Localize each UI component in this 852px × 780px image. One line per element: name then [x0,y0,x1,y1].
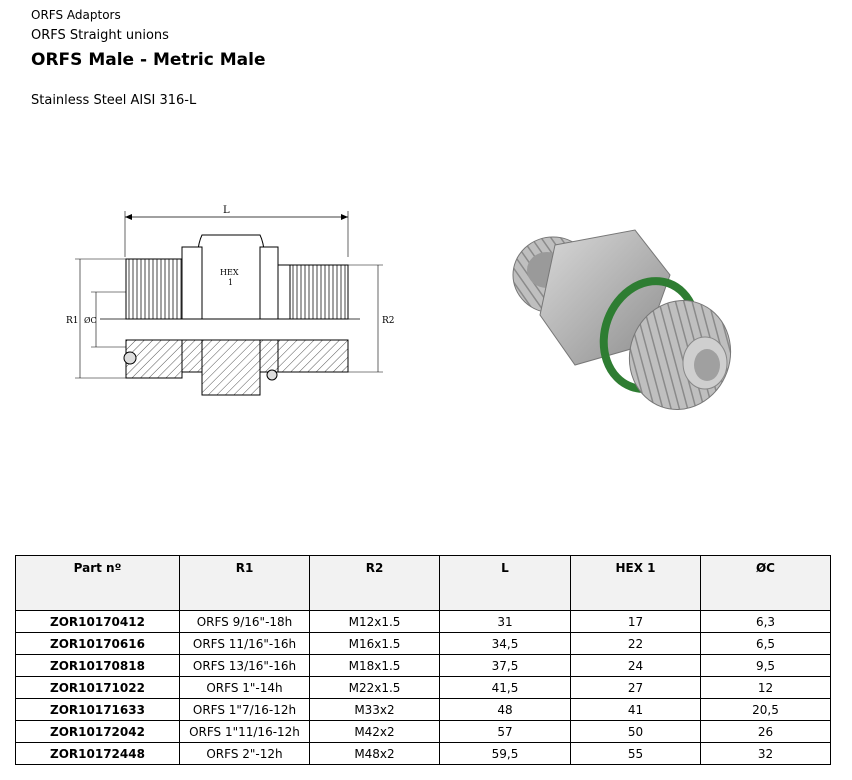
hex-number-label: 1 [228,278,234,287]
cell-l: 59,5 [440,743,571,765]
header-r2: R2 [310,556,440,611]
header-diameter: ØC [701,556,831,611]
cell-part-no: ZOR10170412 [16,611,180,633]
length-label: L [223,205,230,216]
cell-diameter: 12 [701,677,831,699]
cell-part-no: ZOR10171633 [16,699,180,721]
cell-r1: ORFS 1"-14h [180,677,310,699]
technical-drawing [60,195,420,415]
cell-part-no: ZOR10172042 [16,721,180,743]
fitting-3d-render [495,215,745,425]
cell-r1: ORFS 9/16"-18h [180,611,310,633]
cell-diameter: 9,5 [701,655,831,677]
table-row [16,721,831,743]
header-part-no: Part nº [16,556,180,611]
cell-diameter: 26 [701,721,831,743]
cell-l: 48 [440,699,571,721]
cell-r2: M33x2 [310,699,440,721]
cell-l: 34,5 [440,633,571,655]
table-row [16,633,831,655]
cell-r2: M12x1.5 [310,611,440,633]
cell-hex1: 41 [571,699,701,721]
diameter-label: ØC [84,316,97,325]
table-row [16,743,831,765]
header-l: L [440,556,571,611]
cell-r1: ORFS 2"-12h [180,743,310,765]
table-row [16,677,831,699]
r2-label: R2 [382,316,395,326]
breadcrumb-category: ORFS Adaptors [31,8,121,22]
cell-r2: M42x2 [310,721,440,743]
table-row [16,699,831,721]
cell-diameter: 32 [701,743,831,765]
table-header-row [16,556,831,611]
cell-diameter: 6,5 [701,633,831,655]
cell-r2: M48x2 [310,743,440,765]
cell-hex1: 50 [571,721,701,743]
breadcrumb-subcategory: ORFS Straight unions [31,28,169,43]
cell-hex1: 17 [571,611,701,633]
cell-diameter: 20,5 [701,699,831,721]
cell-part-no: ZOR10170616 [16,633,180,655]
cell-l: 31 [440,611,571,633]
cell-l: 41,5 [440,677,571,699]
cell-hex1: 22 [571,633,701,655]
table-row [16,655,831,677]
cell-hex1: 24 [571,655,701,677]
header-hex1: HEX 1 [571,556,701,611]
page-title: ORFS Male - Metric Male [31,50,266,70]
cell-l: 57 [440,721,571,743]
header-r1: R1 [180,556,310,611]
table-row [16,611,831,633]
cell-l: 37,5 [440,655,571,677]
cell-part-no: ZOR10171022 [16,677,180,699]
r1-label: R1 [66,316,79,326]
cell-r2: M18x1.5 [310,655,440,677]
cell-hex1: 55 [571,743,701,765]
material-text: Stainless Steel AISI 316-L [31,93,197,108]
cell-r1: ORFS 13/16"-16h [180,655,310,677]
cell-diameter: 6,3 [701,611,831,633]
cell-r2: M22x1.5 [310,677,440,699]
cell-hex1: 27 [571,677,701,699]
cell-r2: M16x1.5 [310,633,440,655]
cell-r1: ORFS 11/16"-16h [180,633,310,655]
cell-r1: ORFS 1"11/16-12h [180,721,310,743]
cell-part-no: ZOR10170818 [16,655,180,677]
cell-r1: ORFS 1"7/16-12h [180,699,310,721]
parts-table [15,555,831,765]
cell-part-no: ZOR10172448 [16,743,180,765]
hex-label: HEX [220,268,239,277]
